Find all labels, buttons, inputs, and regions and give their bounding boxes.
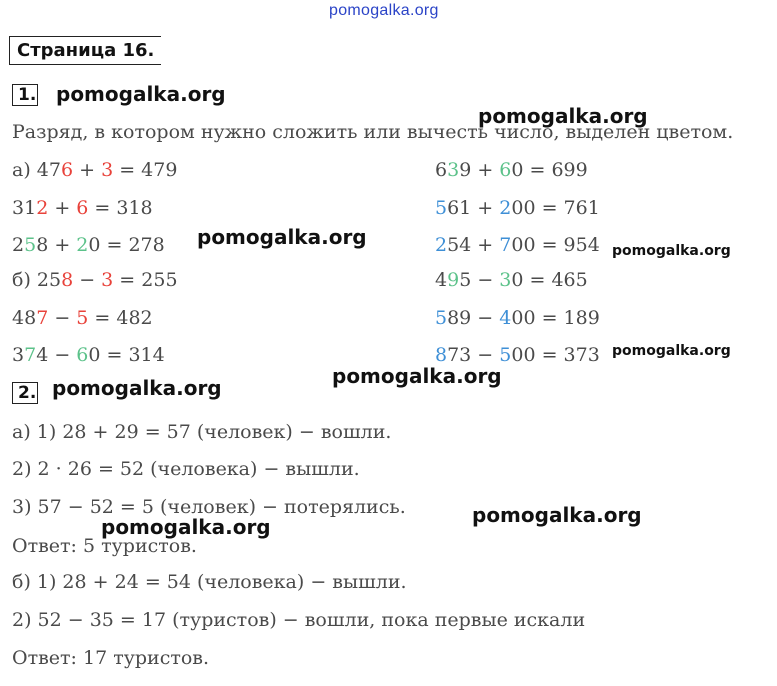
watermark: pomogalka.org [472, 503, 642, 527]
equation-text: 00 = 189 [511, 307, 600, 329]
equation-text: 0 = 465 [511, 269, 588, 291]
highlighted-digit: 6 [60, 159, 74, 181]
task2-line-6: 2) 52 − 35 = 17 (туристов) − вошли, пока первые искали [12, 609, 586, 631]
equation-text: 6 [435, 159, 448, 181]
highlighted-digit: 3 [101, 269, 114, 291]
task1-left-line-4 [12, 269, 178, 291]
highlighted-digit: 2 [76, 234, 89, 256]
page-title: Страница 16. [9, 36, 161, 65]
equation-text: 31 [12, 197, 37, 219]
highlighted-digit: 3 [447, 159, 460, 181]
watermark: pomogalka.org [197, 225, 367, 249]
highlighted-digit: 6 [76, 197, 89, 219]
task1-left-line-6 [12, 344, 165, 366]
equation-text: = 255 [113, 269, 178, 291]
equation-text: б) 25 [12, 269, 62, 291]
task1-right-line-6 [435, 344, 600, 366]
equation-text: − [48, 307, 77, 329]
highlighted-digit: 8 [61, 269, 74, 291]
equation-text: 4 − [36, 344, 77, 366]
equation-text: 89 − [447, 307, 500, 329]
highlighted-digit: 3 [499, 269, 512, 291]
equation-text: = 479 [113, 159, 178, 181]
highlighted-digit: 2 [435, 234, 448, 256]
watermark: pomogalka.org [612, 343, 731, 359]
equation-text: 61 + [447, 197, 500, 219]
task1-number: 1. [12, 84, 38, 106]
watermark: pomogalka.org [56, 82, 226, 106]
equation-text: 9 + [459, 159, 500, 181]
task1-right-line-2 [435, 197, 600, 219]
equation-text: 48 [12, 307, 37, 329]
highlighted-digit: 3 [101, 159, 114, 181]
highlighted-digit: 5 [499, 344, 512, 366]
equation-text: 0 = 699 [511, 159, 588, 181]
equation-text: 00 = 761 [511, 197, 600, 219]
watermark: pomogalka.org [478, 104, 648, 128]
equation-text: а) 47 [12, 159, 61, 181]
watermark-top: pomogalka.org [329, 2, 439, 19]
highlighted-digit: 5 [435, 307, 448, 329]
highlighted-digit: 6 [499, 159, 512, 181]
highlighted-digit: 8 [435, 344, 448, 366]
equation-text: = 318 [88, 197, 153, 219]
task2-line-7: Ответ: 17 туристов. [12, 647, 210, 669]
equation-text: 3 [12, 344, 25, 366]
equation-text: 0 = 314 [88, 344, 165, 366]
highlighted-digit: 2 [36, 197, 49, 219]
highlighted-digit: 7 [499, 234, 512, 256]
task1-right-line-4 [435, 269, 588, 291]
highlighted-digit: 5 [435, 197, 448, 219]
equation-text: = 482 [88, 307, 153, 329]
highlighted-digit: 2 [499, 197, 512, 219]
highlighted-digit: 6 [76, 344, 89, 366]
equation-text: + [48, 197, 77, 219]
highlighted-digit: 9 [447, 269, 460, 291]
task1-left-line-1 [12, 159, 177, 181]
highlighted-digit: 5 [76, 307, 89, 329]
equation-text: − [73, 269, 102, 291]
equation-text: 73 − [447, 344, 500, 366]
task1-left-line-5 [12, 307, 153, 329]
task1-left-line-2 [12, 197, 153, 219]
watermark: pomogalka.org [52, 376, 222, 400]
highlighted-digit: 7 [36, 307, 49, 329]
task2-line-3: 3) 57 − 52 = 5 (человек) − потерялись. [12, 496, 406, 518]
task2-line-5: б) 1) 28 + 24 = 54 (человека) − вышли. [12, 571, 407, 593]
task2-line-2: 2) 2 · 26 = 52 (человека) − вышли. [12, 458, 360, 480]
task1-right-line-5 [435, 307, 600, 329]
highlighted-digit: 5 [24, 234, 37, 256]
equation-text: 54 + [447, 234, 500, 256]
task2-line-4: Ответ: 5 туристов. [12, 535, 197, 557]
task1-intro: Разряд, в котором нужно сложить или вычесть число, выделен цветом. [12, 121, 734, 143]
highlighted-digit: 4 [499, 307, 512, 329]
watermark: pomogalka.org [332, 364, 502, 388]
task2-line-1: а) 1) 28 + 29 = 57 (человек) − вошли. [12, 421, 392, 443]
equation-text: 0 = 278 [88, 234, 165, 256]
task2-number: 2. [12, 382, 38, 404]
task1-right-line-3 [435, 234, 600, 256]
equation-text: 2 [12, 234, 25, 256]
equation-text: 00 = 954 [511, 234, 600, 256]
task1-right-line-1 [435, 159, 588, 181]
watermark: pomogalka.org [612, 243, 731, 259]
equation-text: + [73, 159, 102, 181]
highlighted-digit: 7 [24, 344, 37, 366]
task1-left-line-3 [12, 234, 165, 256]
equation-text: 5 − [459, 269, 500, 291]
equation-text: 00 = 373 [511, 344, 600, 366]
equation-text: 8 + [36, 234, 77, 256]
watermark: pomogalka.org [101, 515, 271, 539]
equation-text: 4 [435, 269, 448, 291]
